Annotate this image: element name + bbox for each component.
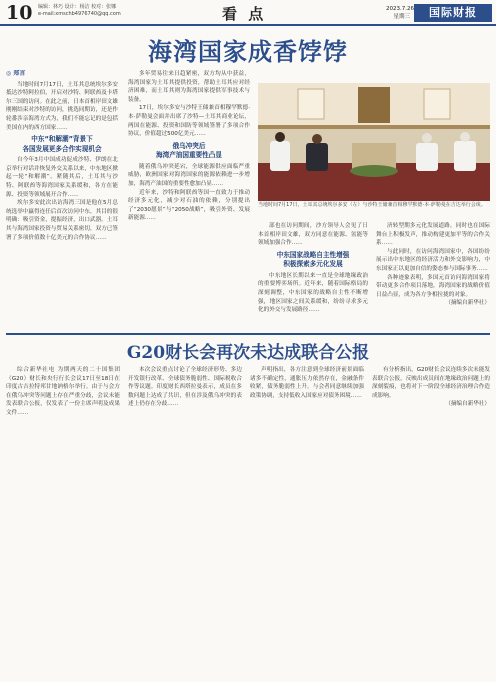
paragraph: 本次会议重点讨论了全球经济形势、多边开发银行改革、全球债务脆弱性、国际税收合作等议题。印度财长西塔拉曼表示，成员在多数问题上达成了共识，但在涉及俄乌冲突的表述上仍存在分歧…… bbox=[128, 367, 242, 408]
masthead bbox=[0, 0, 496, 26]
paragraph: 多年贸易往来日趋紧密，双方均从中获益，海湾国家为土耳其提供投资，帮助土耳其应对经济困难，而土耳其则为海湾国家提供军事技术与装备。 bbox=[128, 71, 250, 103]
article2-column-4 bbox=[372, 366, 490, 676]
signature: （摘编自新华社） bbox=[445, 300, 490, 307]
issue-date bbox=[386, 5, 414, 21]
signature: （摘编自新华社） bbox=[445, 401, 490, 408]
photo-caption: 当地时间7月17日，土耳其总统埃尔多安（左）与沙特王储兼首相穆罕默德·本·萨勒曼在吉达举行会谈。 bbox=[258, 202, 486, 208]
article2-column-3 bbox=[250, 366, 364, 676]
subheading: 中东“和解潮”背景下 各国发展更多合作实现机会 bbox=[22, 135, 102, 153]
date-text: 2023.7.26 bbox=[386, 6, 414, 12]
paragraph: 中东地区长期以来一直是全球地缘政治的重要博弈场所。近年来，随着国际格局的深刻调整，中东国家的战略自主性不断增强，地区国家之间关系缓和，纷纷寻求多元化的外交与发展路径…… bbox=[258, 272, 368, 314]
paragraph: 当地时间7月17日，土耳其总统埃尔多安抵达沙特阿拉伯，开启对沙特、阿联酋及卡塔尔三国的访问。在此之前，日本首相岸田文雄刚刚结束对沙特的访问，挑选同期访，还是作轮番涉亲海湾方式为，我们不能忘记的是包括美国在内的西方国家…… bbox=[6, 81, 118, 131]
paragraph: 近年来，沙特和阿联酋等国一直致力于推动经济多元化，减少对石油的依赖，分别提出了“2030愿景”与“2050战略”，吸引外资、发展新能源…… bbox=[128, 189, 250, 222]
article1-column-3 bbox=[258, 222, 368, 332]
article1-column-1 bbox=[6, 70, 118, 332]
article1-column-4 bbox=[376, 222, 490, 332]
email-line: e-mail:xmschb4976740@qq.com bbox=[38, 11, 121, 17]
article2-column-1 bbox=[6, 366, 120, 676]
paragraph: 17日，埃尔多安与沙特王储兼首相穆罕默德·本·萨勒曼会面并出席了沙特—土耳其商业论坛，两国在能源、投资和国防等领域签署了多项合作协议，价值超过500亿美元…… bbox=[128, 105, 250, 138]
paragraph: 声明指出，各方注意到全球经济前景面临诸多不确定性，通胀压力依然存在，金融条件收紧，债务脆弱性上升。与会者同意继续加强政策协调，支持低收入国家应对债务困境…… bbox=[250, 367, 364, 399]
byline: ◎ 郑言 bbox=[6, 70, 26, 77]
paragraph: 埃尔多安此次出访海湾三国是他在5月总统选举中赢得连任后首次访问中东。其目的很明确：吸引资金，提振经济，出口武器。土耳其与海湾国家投资与贸易关系密切，双方已签署了多项价值数十亿美元的合作协议…… bbox=[6, 200, 118, 241]
meeting-photo-image bbox=[258, 83, 490, 201]
article2-column-2 bbox=[128, 366, 242, 676]
weekday-text: 星期三 bbox=[393, 14, 410, 20]
paragraph: 综合新华社电 为期两天的二十国集团（G20）财长和央行行长会议17日至18日在印度古吉拉特邦甘地讷格尔举行。由于与会方在俄乌冲突等问题上存在严重分歧，会议未能发表联合公报，仅发表了一份主席声明及成果文件…… bbox=[6, 367, 120, 416]
subheading: 中东国家战略自主性增强 积极探索多元化发展 bbox=[276, 250, 350, 269]
paragraph: 随着俄乌冲突延宕，全球能源供应面临严重威胁，欧洲国家对海湾国家的能源依赖进一步增加，海湾产油国的重要性愈加凸显…… bbox=[128, 163, 250, 187]
subheading: 俄乌冲突后 海湾产油国重要性凸显 bbox=[156, 141, 222, 160]
article1-column-2 bbox=[128, 70, 250, 332]
article2-headline: G20财长会再次未达成联合公报 bbox=[126, 343, 370, 363]
section-divider bbox=[6, 333, 490, 335]
paragraph: 与此同时，在访问海湾国家中，各国纷纷展示出中东地区的经济活力和外交影响力，中东国家正以更加自信的姿态参与国际事务…… bbox=[376, 248, 490, 272]
editor-credits bbox=[38, 4, 121, 18]
page-number: 10 bbox=[6, 2, 33, 24]
brand-logo: 国际财报 bbox=[414, 4, 492, 22]
article1-headline: 海湾国家成香饽饽 bbox=[148, 37, 348, 66]
paragraph: 各种迹象表明，多国元首访问海湾国家将带动更多合作项目落地，海湾国家的战略价值日益凸显，成为各方争相拉拢的对象。 bbox=[376, 274, 490, 298]
paragraph: 济转型期多元化发展道路，同时也在国际舞台上积极发声，推动构建更加平等的合作关系…… bbox=[376, 223, 490, 247]
paragraph: 有分析指出，G20财长会议连续多次未能发表联合公报，反映出成员间在地缘政治问题上的深刻裂痕，也将对下一阶段全球经济治理合作造成影响。 bbox=[372, 367, 490, 399]
paragraph: 部也在访问期间，沙方领导人会见了日本首相岸田文雄，双方同意在能源、氢能等领域加强合作…… bbox=[258, 223, 368, 247]
paragraph: 自今年3月中国成功促成沙特、伊朗在北京举行对话并恢复外交关系以来，中东地区掀起一轮“和解潮”。紧随其后，土耳其与沙特、阿联酋等海湾国家关系缓和，各方在能源、投资等领域展开合作…… bbox=[6, 157, 118, 198]
editors-line: 编辑：林巧 设计：杨洁 校对：张娜 bbox=[38, 4, 117, 10]
section-title: 看 点 bbox=[222, 5, 267, 23]
meeting-photo bbox=[258, 83, 490, 201]
